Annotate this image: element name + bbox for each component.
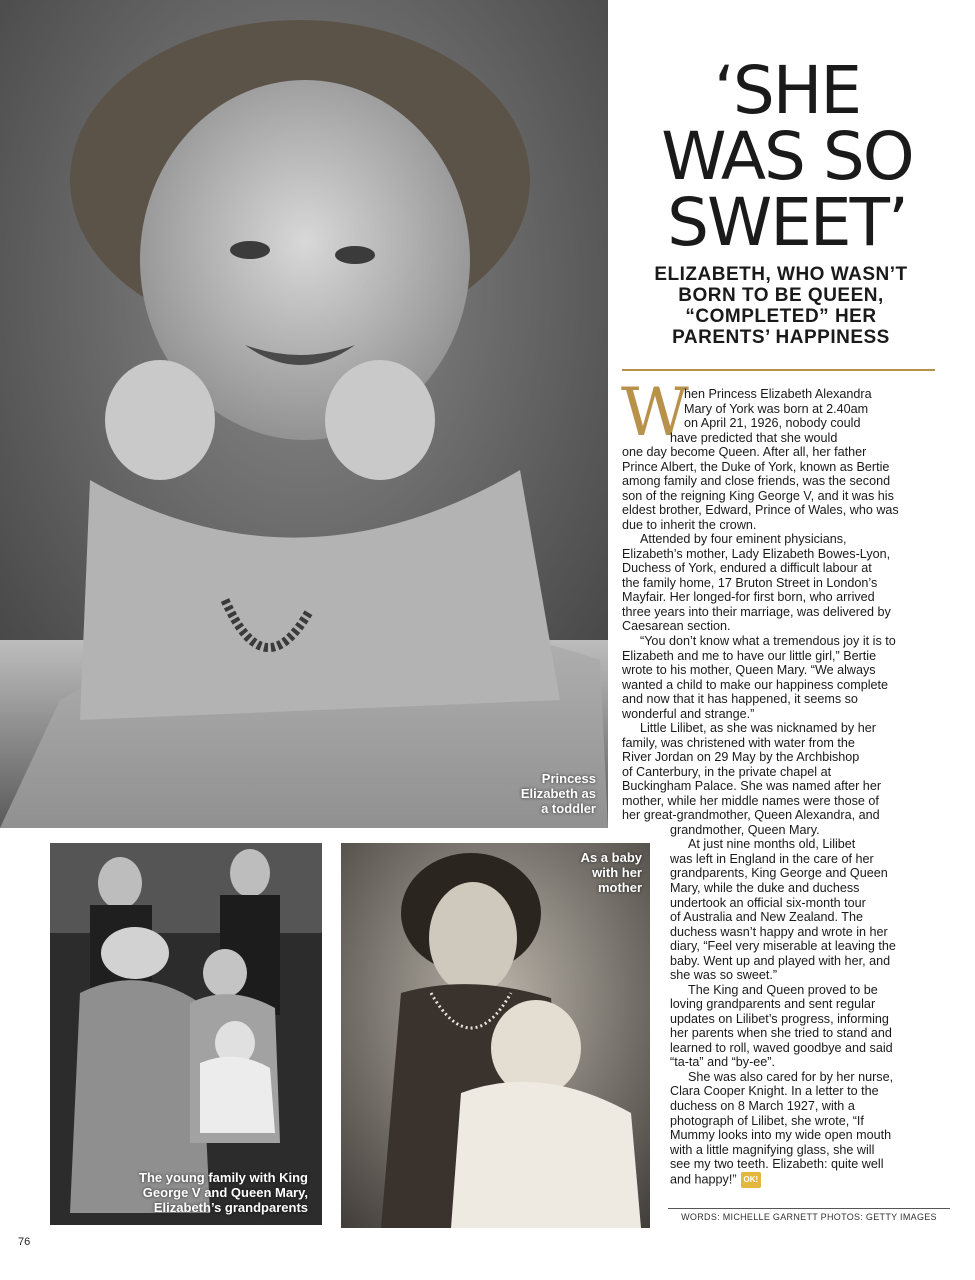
body-line: one day become Queen. After all, her father bbox=[622, 445, 867, 460]
caption-line: mother bbox=[597, 880, 642, 895]
body-line: wonderful and strange.” bbox=[622, 706, 755, 721]
standfirst-line: PARENTS’ HAPPINESS bbox=[672, 327, 890, 348]
headline-line: ‘SHE bbox=[713, 52, 861, 129]
standfirst-line: BORN TO BE QUEEN, bbox=[678, 285, 884, 306]
standfirst bbox=[622, 264, 940, 348]
body-line: loving grandparents and sent regular bbox=[670, 997, 876, 1012]
body-line: Mary of York was born at 2.40am bbox=[684, 401, 869, 416]
body-line: she was so sweet.” bbox=[670, 968, 778, 983]
body-line: learned to roll, waved goodbye and said bbox=[670, 1040, 893, 1055]
body-line: She was also cared for by her nurse, bbox=[688, 1069, 894, 1084]
headline bbox=[622, 52, 952, 261]
ok-logo-icon: OK! bbox=[741, 1172, 762, 1189]
caption-baby-photo bbox=[560, 850, 642, 895]
body-line: At just nine months old, Lilibet bbox=[688, 837, 856, 852]
body-line: Attended by four eminent physicians, bbox=[640, 532, 847, 547]
body-line: Little Lilibet, as she was nicknamed by her bbox=[640, 721, 876, 736]
body-line: grandparents, King George and Queen bbox=[670, 866, 888, 881]
body-line: with a little magnifying glass, she will bbox=[670, 1142, 875, 1157]
standfirst-line: ELIZABETH, WHO WASN’T bbox=[654, 264, 908, 285]
body-line: Clara Cooper Knight. In a letter to the bbox=[670, 1084, 879, 1099]
baby-with-mother-photo bbox=[341, 843, 650, 1228]
body-line: Mummy looks into my wide open mouth bbox=[670, 1128, 892, 1143]
body-line: grandmother, Queen Mary. bbox=[670, 822, 820, 837]
body-line: of Australia and New Zealand. The bbox=[670, 910, 863, 925]
body-line: duchess wasn’t happy and wrote in her bbox=[670, 924, 888, 939]
body-line: and now that it has happened, it seems so bbox=[622, 692, 858, 707]
body-line: wrote to his mother, Queen Mary. “We always bbox=[622, 663, 876, 678]
body-line: mother, while her middle names were those of bbox=[622, 793, 879, 808]
caption-line: with her bbox=[592, 865, 642, 880]
body-line: among family and close friends, was the second bbox=[622, 474, 891, 489]
body-line: duchess on 8 March 1927, with a bbox=[670, 1098, 855, 1113]
body-line bbox=[670, 1172, 761, 1189]
body-line: was left in England in the care of her bbox=[670, 851, 874, 866]
caption-line: The young family with King bbox=[139, 1170, 308, 1185]
standfirst-line: “COMPLETED” HER bbox=[685, 306, 877, 327]
body-line: baby. Went up and played with her, and bbox=[670, 953, 891, 968]
body-line: her great-grandmother, Queen Alexandra, and bbox=[622, 808, 880, 823]
body-line: The King and Queen proved to be bbox=[688, 982, 878, 997]
body-line: River Jordan on 29 May by the Archbishop bbox=[622, 750, 860, 765]
caption-line: George V and Queen Mary, bbox=[142, 1185, 308, 1200]
body-line: Elizabeth and me to have our little girl,” Bertie bbox=[622, 648, 877, 663]
body-line: have predicted that she would bbox=[670, 430, 838, 445]
body-line: wanted a child to make our happiness complete bbox=[622, 677, 889, 692]
body-line: the family home, 17 Bruton Street in London’s bbox=[622, 575, 878, 590]
photo-credit: WORDS: MICHELLE GARNETT PHOTOS: GETTY IMAGES bbox=[681, 1212, 937, 1222]
body-line: Mayfair. Her longed-for first born, who arrived bbox=[622, 590, 875, 605]
body-line: son of the reigning King George V, and it was his bbox=[622, 488, 894, 503]
body-line: of Canterbury, in the private chapel at bbox=[622, 764, 832, 779]
caption-line: Elizabeth as bbox=[520, 786, 596, 801]
body-line-text: and happy!” bbox=[670, 1172, 737, 1187]
body-line: Duchess of York, endured a difficult labour at bbox=[622, 561, 872, 576]
family-photo bbox=[50, 843, 322, 1225]
body-line: “You don’t know what a tremendous joy it is to bbox=[640, 634, 896, 648]
body-line: hen Princess Elizabeth Alexandra bbox=[684, 387, 872, 401]
body-line: Buckingham Palace. She was named after her bbox=[622, 779, 882, 794]
caption-family-photo bbox=[60, 1170, 308, 1215]
body-line: eldest brother, Edward, Prince of Wales, who was bbox=[622, 503, 899, 518]
body-line: see my two teeth. Elizabeth: quite well bbox=[670, 1157, 884, 1172]
divider-rule bbox=[622, 369, 935, 371]
body-line: “ta-ta” and “by-ee”. bbox=[670, 1055, 775, 1070]
credit-rule bbox=[668, 1208, 950, 1209]
caption-line: Princess bbox=[541, 771, 596, 786]
body-line: undertook an official six-month tour bbox=[670, 895, 866, 910]
caption-main-photo bbox=[480, 771, 596, 816]
body-line: photograph of Lilibet, she wrote, “If bbox=[670, 1113, 864, 1128]
body-line: Mary, while the duke and duchess bbox=[670, 881, 860, 896]
body-line: updates on Lilibet’s progress, informing bbox=[670, 1011, 889, 1026]
body-line: three years into their marriage, was delivered by bbox=[622, 604, 891, 619]
body-line: Elizabeth’s mother, Lady Elizabeth Bowes-Lyon, bbox=[622, 546, 891, 561]
body-line: Prince Albert, the Duke of York, known as Bertie bbox=[622, 459, 890, 474]
page-number: 76 bbox=[18, 1236, 31, 1248]
body-line: due to inherit the crown. bbox=[622, 517, 757, 532]
body-line: Caesarean section. bbox=[622, 619, 731, 634]
caption-line: As a baby bbox=[580, 850, 642, 865]
body-line: family, was christened with water from the bbox=[622, 735, 855, 750]
body-line: her parents when she tried to stand and bbox=[670, 1026, 892, 1041]
caption-line: Elizabeth’s grandparents bbox=[153, 1200, 308, 1215]
headline-line: WAS SO bbox=[661, 118, 913, 195]
drop-cap: W bbox=[621, 374, 689, 451]
headline-line: SWEET’ bbox=[667, 184, 907, 261]
caption-line: a toddler bbox=[541, 801, 596, 816]
body-line: on April 21, 1926, nobody could bbox=[684, 416, 861, 431]
body-line: diary, “Feel very miserable at leaving the bbox=[670, 939, 896, 954]
main-photo-toddler bbox=[0, 0, 608, 828]
